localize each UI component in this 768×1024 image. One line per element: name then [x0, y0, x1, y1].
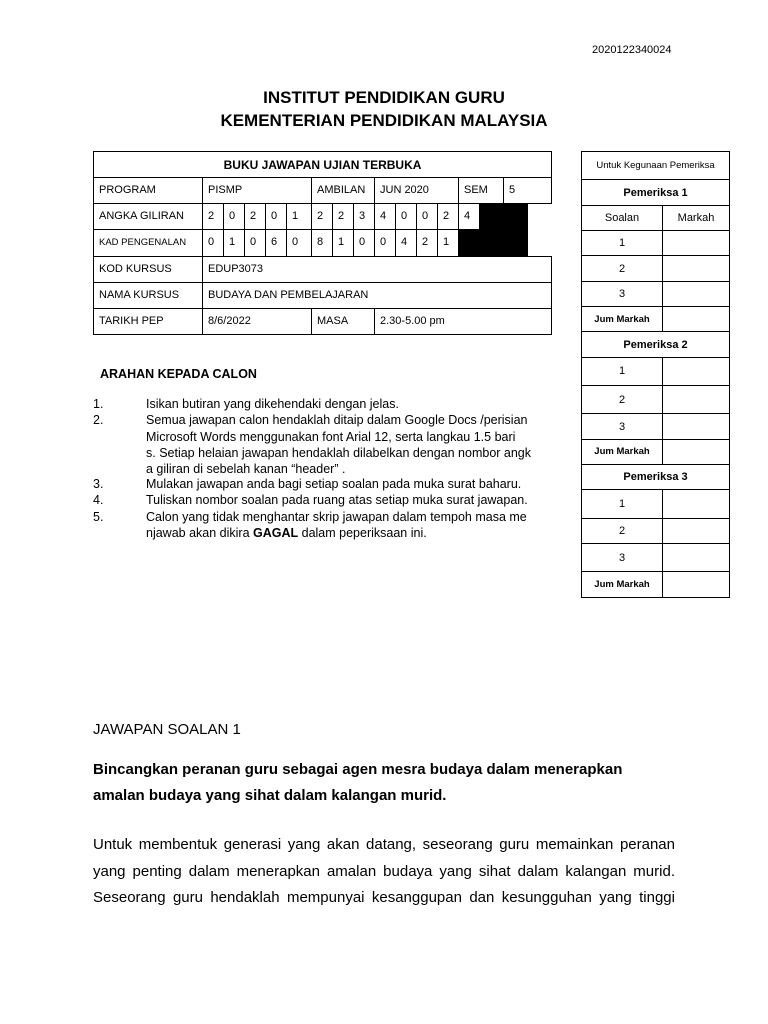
- jum-markah-label: Jum Markah: [582, 572, 663, 598]
- digit-cell: 4: [459, 204, 480, 230]
- markah-column-header: Markah: [663, 205, 730, 230]
- soalan-number: 2: [582, 256, 663, 281]
- digit-cell: 0: [224, 204, 245, 230]
- digit-cell: 2: [245, 204, 266, 230]
- sem-value: 5: [504, 178, 552, 204]
- form-title: BUKU JAWAPAN UJIAN TERBUKA: [94, 152, 552, 178]
- soalan-number: 3: [582, 544, 663, 572]
- soalan-number: 1: [582, 231, 663, 256]
- soalan-number: 3: [582, 414, 663, 439]
- soalan-column-header: Soalan: [582, 205, 663, 230]
- soalan-number: 3: [582, 281, 663, 306]
- kod-kursus-value: EDUP3073: [203, 256, 552, 282]
- digit-cell: 4: [375, 204, 396, 230]
- program-label: PROGRAM: [94, 178, 203, 204]
- ministry-title: KEMENTERIAN PENDIDIKAN MALAYSIA: [220, 111, 548, 130]
- pemeriksa-3-heading: Pemeriksa 3: [582, 465, 730, 490]
- markah-cell[interactable]: [663, 544, 730, 572]
- nama-kursus-label: NAMA KURSUS: [94, 282, 203, 308]
- digit-cell: 0: [266, 204, 287, 230]
- soalan-number: 1: [582, 357, 663, 385]
- kad-pengenalan-label: KAD PENGENALAN: [94, 230, 203, 256]
- markah-cell[interactable]: [663, 490, 730, 518]
- program-value: PISMP: [203, 178, 312, 204]
- markah-cell[interactable]: [663, 281, 730, 306]
- blacked-out-cell: [480, 204, 528, 230]
- jum-markah-label: Jum Markah: [582, 307, 663, 332]
- soalan-number: 2: [582, 518, 663, 543]
- digit-cell: 2: [203, 204, 224, 230]
- digit-cell: 0: [417, 204, 438, 230]
- document-id: 2020122340024: [592, 44, 672, 56]
- ambilan-label: AMBILAN: [312, 178, 375, 204]
- question-text: Bincangkan peranan guru sebagai agen mesra budaya dalam menerapkan amalan budaya yang sihat dalam kalangan murid.: [93, 761, 623, 804]
- markah-cell[interactable]: [663, 414, 730, 439]
- digit-cell: 0: [287, 230, 312, 256]
- soalan-number: 1: [582, 490, 663, 518]
- blacked-out-cell: [459, 230, 528, 256]
- masa-label: MASA: [312, 308, 375, 334]
- institute-title: INSTITUT PENDIDIKAN GURU: [263, 88, 505, 107]
- jum-markah-cell[interactable]: [663, 439, 730, 464]
- digit-cell: 1: [333, 230, 354, 256]
- answer-book-info-table: [93, 151, 552, 335]
- jum-markah-cell[interactable]: [663, 572, 730, 598]
- digit-cell: 3: [354, 204, 375, 230]
- angka-giliran-label: ANGKA GILIRAN: [94, 204, 203, 230]
- digit-cell: 0: [354, 230, 375, 256]
- gagal-emphasis: GAGAL: [253, 526, 299, 540]
- digit-cell: 1: [224, 230, 245, 256]
- digit-cell: 2: [312, 204, 333, 230]
- markah-cell[interactable]: [663, 518, 730, 543]
- nama-kursus-value: BUDAYA DAN PEMBELAJARAN: [203, 282, 552, 308]
- tarikh-pep-label: TARIKH PEP: [94, 308, 203, 334]
- jum-markah-cell[interactable]: [663, 307, 730, 332]
- markah-cell[interactable]: [663, 357, 730, 385]
- markah-cell[interactable]: [663, 256, 730, 281]
- digit-cell: 0: [203, 230, 224, 256]
- markah-cell[interactable]: [663, 231, 730, 256]
- pemeriksa-2-heading: Pemeriksa 2: [582, 332, 730, 357]
- digit-cell: 2: [417, 230, 438, 256]
- soalan-number: 2: [582, 386, 663, 414]
- answer-paragraph: Untuk membentuk generasi yang akan datang, seseorang guru memainkan peranan yang penting dalam menerapkan amalan budaya yang sihat dalam kalangan murid. Seseorang guru hendaklah mempunyai kesanggupan dan kesungguhan yang tinggi: [93, 836, 675, 906]
- kod-kursus-label: KOD KURSUS: [94, 256, 203, 282]
- tarikh-pep-value: 8/6/2022: [203, 308, 312, 334]
- answer-heading: JAWAPAN SOALAN 1: [93, 721, 241, 738]
- digit-cell: 8: [312, 230, 333, 256]
- digit-cell: 4: [396, 230, 417, 256]
- pemeriksa-1-heading: Pemeriksa 1: [582, 180, 730, 205]
- jum-markah-label: Jum Markah: [582, 439, 663, 464]
- digit-cell: 6: [266, 230, 287, 256]
- ambilan-value: JUN 2020: [375, 178, 459, 204]
- digit-cell: 2: [333, 204, 354, 230]
- examiner-table: [581, 151, 730, 598]
- masa-value: 2.30-5.00 pm: [375, 308, 552, 334]
- markah-cell[interactable]: [663, 386, 730, 414]
- digit-cell: 0: [375, 230, 396, 256]
- examiner-heading: Untuk Kegunaan Pemeriksa: [582, 152, 730, 180]
- digit-cell: 0: [245, 230, 266, 256]
- instructions-title: ARAHAN KEPADA CALON: [100, 367, 257, 381]
- digit-cell: 2: [438, 204, 459, 230]
- digit-cell: 0: [396, 204, 417, 230]
- sem-label: SEM: [459, 178, 504, 204]
- digit-cell: 1: [287, 204, 312, 230]
- digit-cell: 1: [438, 230, 459, 256]
